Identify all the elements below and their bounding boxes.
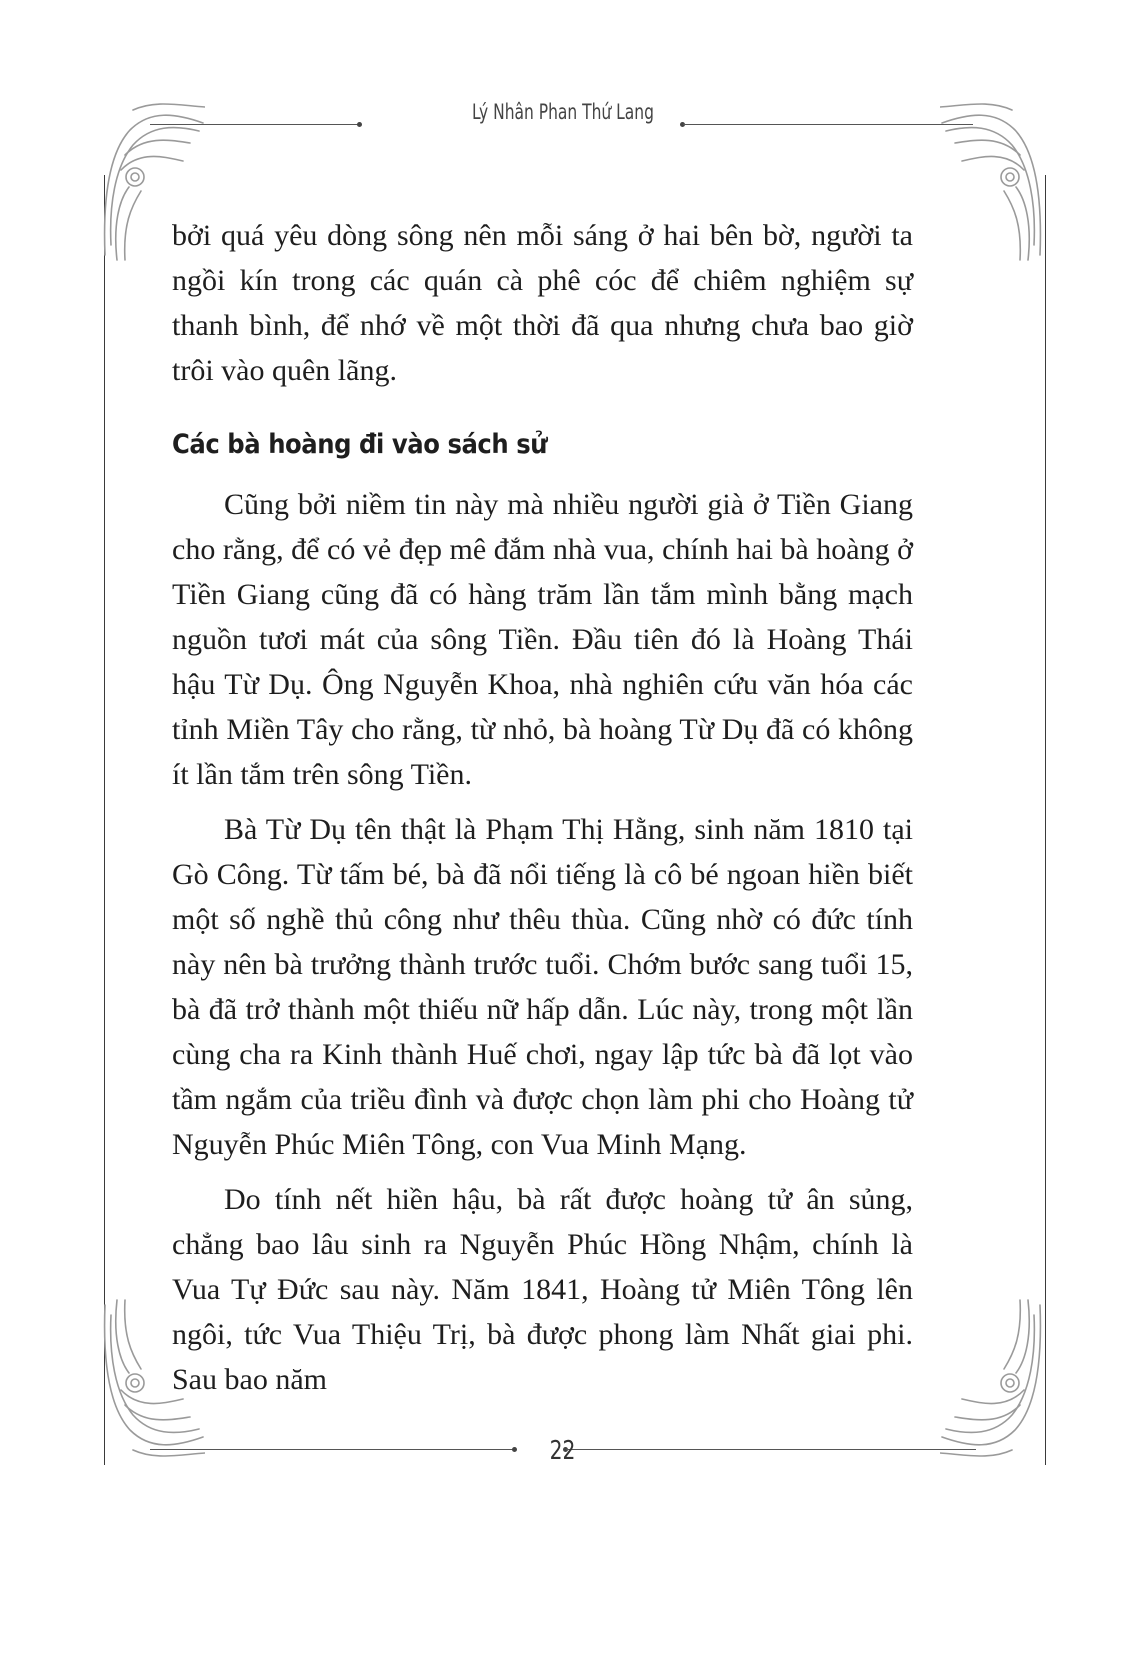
paragraph-continuation: bởi quá yêu dòng sông nên mỗi sáng ở hai bên bờ, người ta ngồi kín trong các quán cà phê cóc để chiêm nghiệm sự thanh bình, để nhớ về một thời đã qua nhưng chưa bao giờ trôi vào quên lãng. <box>172 219 913 387</box>
paragraph: Bà Từ Dụ tên thật là Phạm Thị Hằng, sinh năm 1810 tại Gò Công. Từ tấm bé, bà đã nổi tiếng là cô bé ngoan hiền biết một số nghề thủ công như thêu thùa. Cũng nhờ có đức tính này nên bà trưởng thành trước tuổi. Chớm bước sang tuổi 15, bà đã trở thành một thiếu nữ hấp dẫn. Lúc này, trong một lần cùng cha ra Kinh thành Huế chơi, ngay lập tức bà đã lọt vào tầm ngắm của triều đình và được chọn làm phi cho Hoàng tử Nguyễn Phúc Miên Tông, con Vua Minh Mạng. <box>172 813 913 1161</box>
section-heading-text: Các bà hoàng đi vào sách sử <box>172 429 548 460</box>
ornament-top-right-icon <box>940 95 1050 265</box>
ornament-bottom-right-icon <box>940 1295 1050 1465</box>
running-header-title: Lý Nhân Phan Thứ Lang <box>471 100 654 124</box>
frame-left-border <box>104 175 105 1465</box>
header-rule-right <box>683 124 973 125</box>
paragraph: Do tính nết hiền hậu, bà rất được hoàng tử ân sủng, chẳng bao lâu sinh ra Nguyễn Phúc Hồng Nhậm, chính là Vua Tự Đức sau này. Năm 1841, Hoàng tử Miên Tông lên ngôi, tức Vua Thiệu Trị, bà được phong làm Nhất giai phi. Sau bao năm <box>172 1183 913 1396</box>
paragraph: Cũng bởi niềm tin này mà nhiều người già ở Tiền Giang cho rằng, để có vẻ đẹp mê đắm nhà vua, chính hai bà hoàng ở Tiền Giang cũng đã có hàng trăm lần tắm mình bằng mạch nguồn tươi mát của sông Tiền. Đầu tiên đó là Hoàng Thái hậu Từ Dụ. Ông Nguyễn Khoa, nhà nghiên cứu văn hóa các tỉnh Miền Tây cho rằng, từ nhỏ, bà hoàng Từ Dụ đã có không ít lần tắm trên sông Tiền. <box>172 488 913 791</box>
page-number-text: 22 <box>549 1436 576 1466</box>
body-text <box>172 213 913 1402</box>
section-heading <box>172 425 913 465</box>
frame-right-border <box>1045 175 1046 1465</box>
